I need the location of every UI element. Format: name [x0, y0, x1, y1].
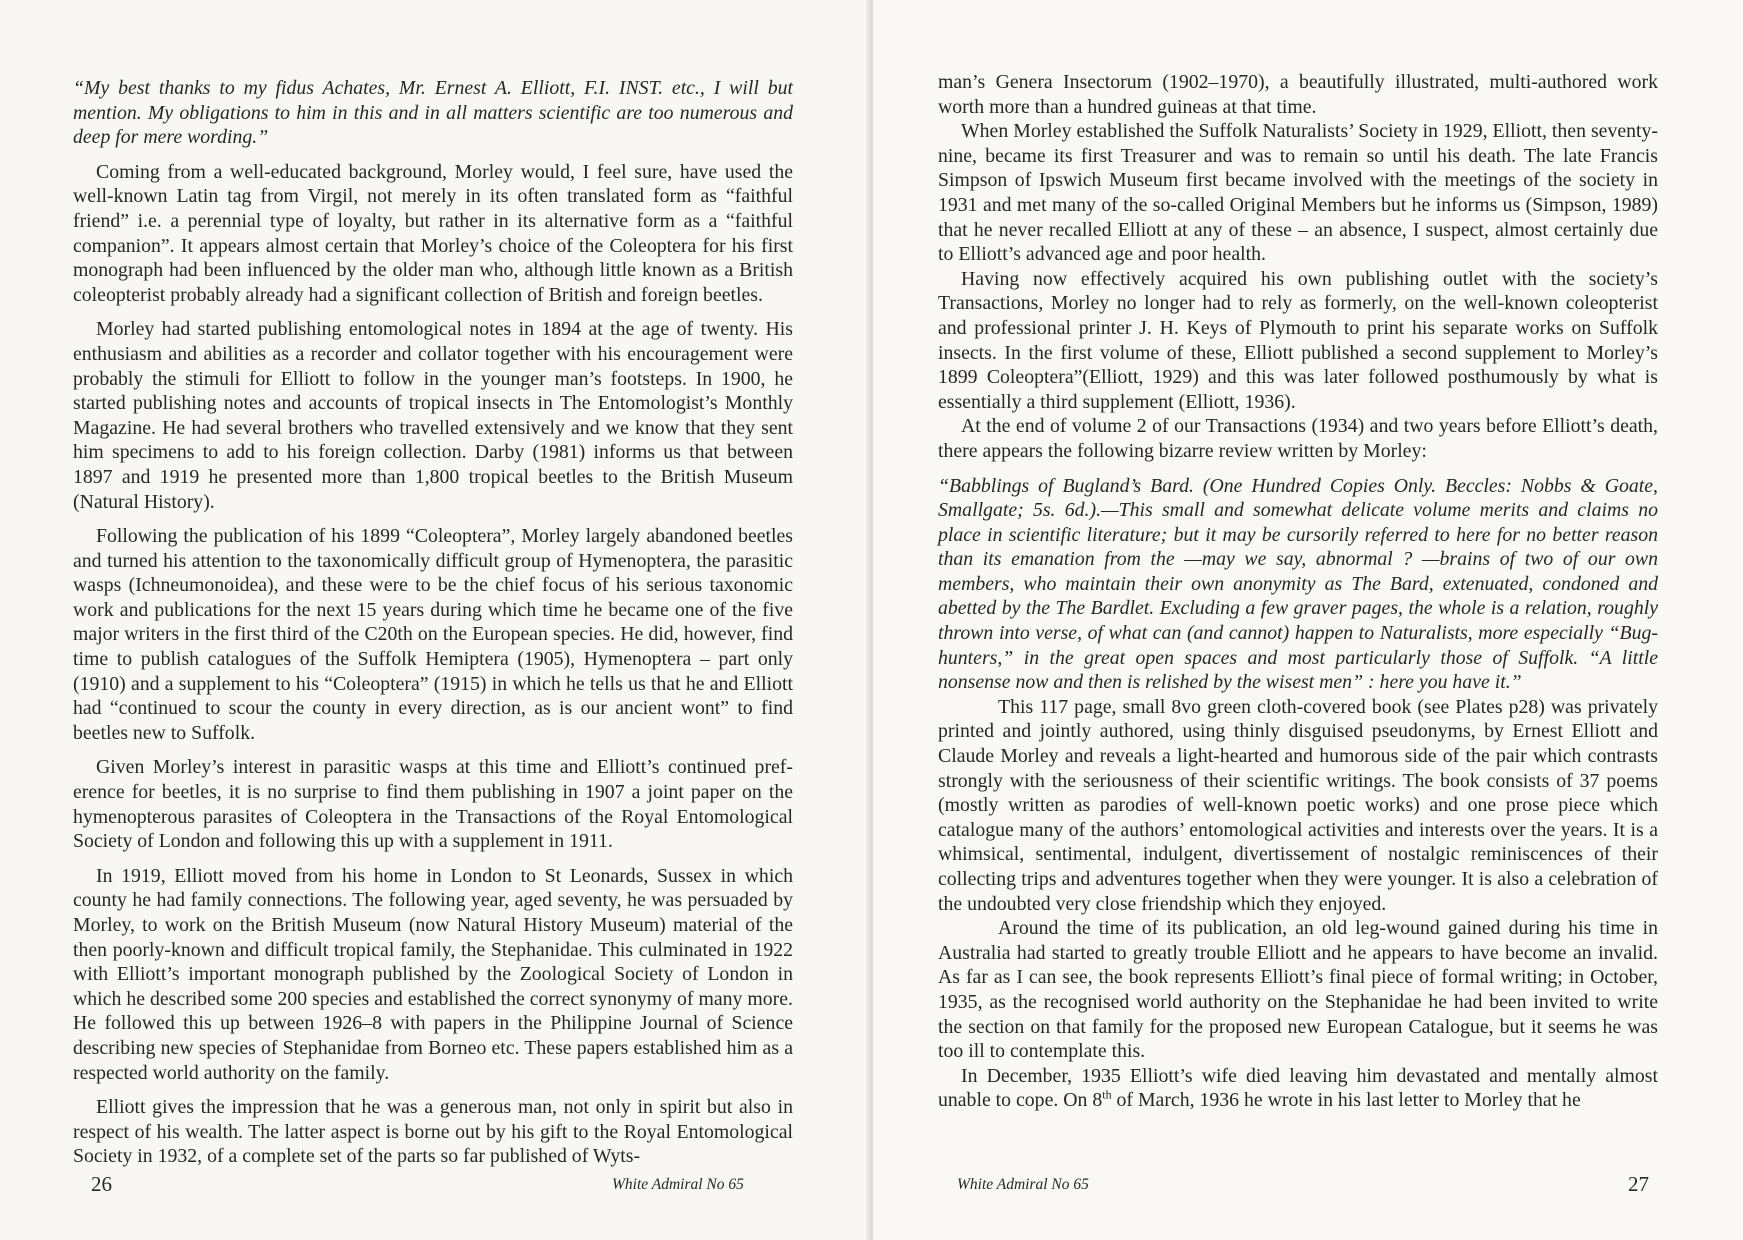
running-footer: White Admiral No 65: [957, 1176, 1089, 1193]
page-number: 26: [91, 1172, 112, 1196]
review-quote: “Babblings of Bugland’s Bard. (One Hundred Copies Only. Beccles: Nobbs & Goate, Smallgate; 5s. 6d.).—This small and somewhat delicate volume merits and claims no place in scientific literature; but it may be cursorily referred to here for no better reason than its emanation from the —may we say, abnormal ? —brains of two of our own members, who maintain their own anonymity as The Bard, extenuated, condoned and abetted by the The Bardlet. Excluding a few graver pages, the whole is a relation, roughly thrown into verse, of what can (and cannot) happen to Naturalists, more especially “Bug-hunters,” in the great open spaces and most particularly those of Suffolk. “A little nonsense now and then is relished by the wisest men” : here you have it.”: [938, 474, 1658, 694]
acknowledgement-quote: “My best thanks to my fidus Achates, Mr. Ernest A. Elliott, F.I. INST. etc., I will but mention. My obligations to him in this and in all matters scientific are too numerous and deep for mere wording.”: [73, 77, 793, 149]
paragraph: In 1919, Elliott moved from his home in London to St Leonards, Sussex in which county he had family connections. The following year, aged seventy, he was persuaded by Morley, to work on the British Museum (now Natural History Museum) material of the then poorly-known and difficult tropical family, the Stephanidae. This culminated in 1922 with Elliott’s important monograph published by the Zoological Society of London in which he described some 200 species and established the correct synonymy of many more. He followed this up between 1926–8 with papers in the Philippine Journal of Science describing new species of Stephanidae from Borneo etc. These papers established him as a respected world authority on the family.: [73, 864, 793, 1084]
page-number: 27: [1628, 1172, 1649, 1196]
paragraph: When Morley established the Suffolk Naturalists’ Society in 1929, Elliott, then seventy-nine, became its first Treasurer and was to remain so until his death. The late Francis Simpson of Ipswich Museum first became involved with the meetings of the society in 1931 and met many of the so-called Original Members but he informs us (Simpson, 1989) that he never recalled Elliott at any of these – an absence, I suspect, almost certainly due to Elliott’s advanced age and poor health.: [938, 120, 1658, 266]
paragraph: Around the time of its publication, an old leg-wound gained during his time in Australia had started to greatly trouble Elliott and he appears to have become an invalid. As far as I can see, the book represents Elliott’s final piece of formal writing; in October, 1935, as the recognised world authority on the Stephanidae he had been invited to write the section on that family for the proposed new European Catalogue, but it seems he was too ill to contemplate this.: [938, 917, 1658, 1063]
right-page: [873, 0, 1743, 1240]
paragraph: Coming from a well-educated background, Morley would, I feel sure, have used the well-known Latin tag from Virgil, not merely in its often translated form as “faithful friend” i.e. a perennial type of loyalty, but rather in its alternative form as a “faithful companion”. It appears almost certain that Morley’s choice of the Coleoptera for his first monograph had been influenced by the older man who, although little known as a British coleopterist probably already had a significant collection of British and foreign beetles.: [73, 160, 793, 306]
paragraph: This 117 page, small 8vo green cloth-covered book (see Plates p28) was privately printed and jointly authored, using thinly disguised pseudonyms, by Ernest Elliott and Claude Morley and reveals a light-hearted and humorous side of the pair which contrasts strongly with the seriousness of their scientific writings. The book consists of 37 poems (mostly written as parodies of well-known poetic works) and one prose piece which catalogue many of the authors’ entomological activities and interests over the years. It is a whimsical, sentimental, indulgent, divertissement of nostalgic reminiscences of their collecting trips and adventures together when they were younger. It is also a celebration of the undoubted very close friendship which they enjoyed.: [938, 695, 1658, 915]
paragraph: Following the publication of his 1899 “Coleoptera”, Morley largely abandoned beetles and turned his attention to the taxonomically difficult group of Hymenoptera, the parasitic wasps (Ichneumonoidea), and these were to be the chief focus of his serious taxonomic work and publications for the next 15 years during which time he became one of the five major writers in the first third of the C20th on the European species. He did, however, find time to publish catalogues of the Suffolk Hemiptera (1905), Hymenoptera – part only (1910) and a supplement to his “Coleoptera” (1915) in which he tells us that he and Elliott had “continued to scour the county in every direction, as is our ancient wont” to find beetles new to Suffolk.: [73, 525, 793, 744]
paragraph: man’s Genera Insectorum (1902–1970), a beautifully illustrated, multi-authored work worth more than a hundred guineas at that time.: [938, 71, 1658, 118]
right-text-block: [938, 70, 1658, 1113]
paragraph: Elliott gives the impression that he was a generous man, not only in spirit but also in respect of his wealth. The latter aspect is borne out by his gift to the Royal Entomological Society in 1932, of a complete set of the parts so far published of Wyts-: [73, 1096, 793, 1168]
running-footer: White Admiral No 65: [612, 1176, 744, 1193]
ordinal-suffix: th: [1102, 1087, 1112, 1102]
paragraph: Having now effectively acquired his own publishing outlet with the society’s Transactions, Morley no longer had to rely as formerly, on the well-known coleopterist and professional printer J. H. Keys of Plymouth to print his separate works on Suffolk insects. In the first volume of these, Elliott published a second supplement to Morley’s 1899 Coleoptera”(Elliott, 1929) and this was later followed posthumously by what is essentially a third supplement (Elliott, 1936).: [938, 267, 1658, 413]
paragraph: At the end of volume 2 of our Transactions (1934) and two years before Elliott’s death, there appears the following bizarre review written by Morley:: [938, 415, 1658, 462]
paragraph: Morley had started publishing entomological notes in 1894 at the age of twenty. His enthusiasm and abilities as a recorder and collator together with his encouragement were probably the stimuli for Elliott to follow in the younger man’s footsteps. In 1900, he started publishing notes and accounts of tropical insects in The Entomologist’s Monthly Magazine. He had several brothers who travelled extensively and we know that they sent him specimens to add to his foreign collection. Darby (1981) informs us that between 1897 and 1919 he presented more than 1,800 tropical beetles to the British Museum (Natural History).: [73, 318, 793, 513]
paragraph: In December, 1935 Elliott’s wife died leaving him devastated and mentally almost unable to cope. On 8th of March, 1936 he wrote in his last letter to Morley that he: [938, 1064, 1658, 1112]
left-text-block: [73, 76, 793, 1169]
left-page: [0, 0, 871, 1240]
paragraph: Given Morley’s interest in parasitic wasps at this time and Elliott’s continued preference for beetles, it is no surprise to find them publishing in 1907 a joint paper on the hymenopterous parasites of Coleoptera in the Transactions of the Royal Entomological Society of London and following this up with a supplement in 1911.: [73, 756, 793, 853]
